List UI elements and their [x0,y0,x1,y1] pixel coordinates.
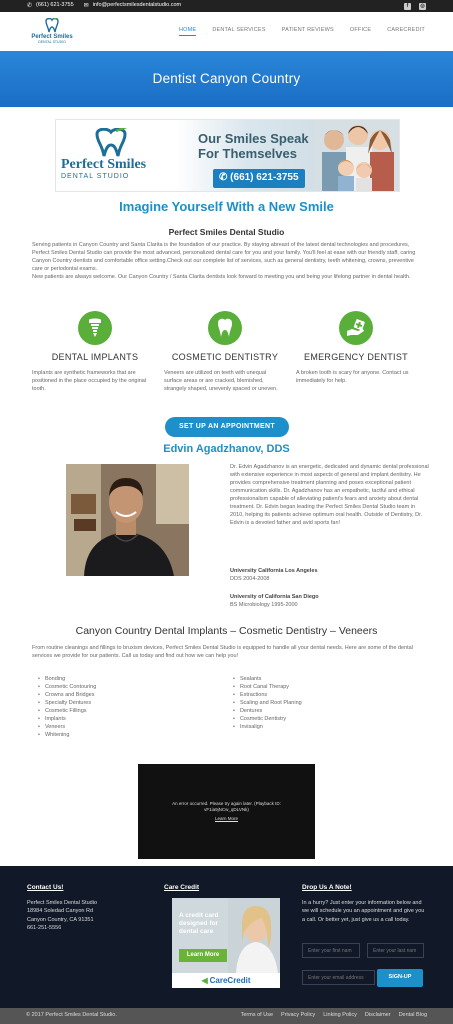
education-school: University California Los Angeles [230,568,318,574]
service-desc-emergency: A broken tooth is scary for anyone. Contact us immediately for help. [296,370,409,384]
service-list-item: • Cosmetic Contouring [38,684,208,692]
copyright-text: © 2017 Perfect Smiles Dental Studio. [26,1012,117,1019]
promo-slogan-line1: Our Smiles Speak [198,131,309,146]
aid-hand-icon [339,311,373,345]
education-school: University of California San Diego [230,594,319,600]
email-input[interactable] [302,970,375,985]
footer-phone[interactable]: 661-251-5556 [27,924,62,931]
social-links [404,3,426,10]
service-list-item: • Invisalign [233,724,403,732]
video-error-text: An error occurred. Please try again later. (Playback ID: [172,800,281,806]
intro-subheading: Perfect Smiles Dental Studio [168,227,285,237]
nav-patient-reviews[interactable]: PATIENT REVIEWS [281,26,334,33]
instagram-icon[interactable]: ◎ [420,2,425,9]
nav-dental-services[interactable]: DENTAL SERVICES [212,26,266,33]
logo-text: Perfect Smiles [31,34,73,41]
bottom-bar [0,1008,453,1024]
phone-icon: ✆ [27,2,33,9]
page-banner [0,51,453,107]
nav-carecredit[interactable]: CARECREDIT [387,26,425,33]
service-list-item: • Cosmetic Dentistry [233,716,403,724]
nav-office[interactable]: OFFICE [349,26,372,33]
linking-policy-link[interactable]: Linking Policy [323,1012,357,1019]
carecredit-learn-more-button[interactable]: Learn More [179,949,227,962]
education-detail: BS Microbiology 1995-2000 [230,601,298,608]
promo-banner [55,119,400,192]
facebook-icon[interactable]: f [404,3,411,10]
service-list-item: • Scaling and Root Planing [233,700,403,708]
service-list-item: • Implants [38,716,208,724]
carecredit-logo-text: CareCredit [209,975,251,985]
terms-link[interactable]: Terms of Use [240,1012,274,1019]
promo-logo-subtext: DENTAL STUDIO [61,173,130,180]
service-list-item: • Sealants [233,676,403,684]
envelope-icon: ✉ [83,2,89,9]
site-logo[interactable] [28,18,76,44]
page-title: Dentist Canyon Country [152,71,301,87]
disclaimer-link[interactable]: Disclaimer [364,1012,391,1019]
logo-subtext: DENTAL STUDIO [38,40,66,45]
footer-contact-info [27,899,157,932]
service-desc-cosmetic: Veneers are utilized on teeth with unequal surface areas or are cracked, blemished, strangely shaped, unevenly spaced or uneven. [164,370,278,392]
dental-blog-link[interactable]: Dental Blog [398,1012,427,1019]
doctor-bio: Dr. Edvin Agadzhanov is an energetic, dedicated and dynamic dental professional with extensive experience in most aspects of general and implant dentistry. He provides comprehensive treatment planning and poses exceptional patient communication skills. Dr. Agadzhanov has an empathetic, tactful and ethical professionalism capable of alleviating patient's fears and anxiety about dental treatment. Dr. Edvin began leading the Perfect Smiles Dental Studio team in 2010, helping its patients achieve optimum oral health. Outside of Dentistry, Dr. Edvin is a devoted father and avid sports fan! [230,464,429,526]
service-list-item: • Dentures [233,708,403,716]
service-list-item: • Extractions [233,692,403,700]
signup-button[interactable]: SIGN-UP [377,969,423,987]
tooth-icon [208,311,242,345]
service-list-item: • Specialty Dentures [38,700,208,708]
services-list-heading: Canyon Country Dental Implants – Cosmetic Dentistry – Veneers [75,625,378,637]
footer-contact-heading: Contact Us! [27,884,64,891]
carecredit-line2: designed for [179,919,219,927]
video-learn-more-link[interactable]: Learn More [214,815,238,821]
tooth-logo-icon [42,18,62,34]
service-title: DENTAL IMPLANTS [51,352,139,362]
video-embed[interactable] [138,764,315,859]
email-text: info@perfectsmilesdentalstudio.com [92,2,182,9]
implant-icon [78,311,112,345]
education-detail: DDS 2004-2008 [230,575,270,582]
footer-address-line1: 18984 Soledad Canyon Rd [27,908,94,915]
carecredit-tagline [179,912,219,935]
footer-links [241,1012,427,1020]
top-bar [0,0,453,12]
education-ucla [230,568,430,584]
carecredit-line3: dental care [179,927,214,935]
promo-logo [61,128,171,182]
footer-note-heading: Drop Us A Note! [302,884,352,891]
promo-slogan-line2: For Themselves [198,145,297,161]
footer-business-name: Perfect Smiles Dental Studio [27,900,98,906]
service-desc-implants: Implants are synthetic frameworks that are positioned in the place occupied by the original tooth. [32,370,147,392]
service-implants[interactable] [35,311,155,364]
carecredit-ad[interactable] [172,898,280,988]
appointment-button[interactable]: SET UP AN APPOINTMENT [165,417,289,437]
services-list-intro: From routine cleanings and fillings to bruxism devices, Perfect Smiles Dental Studio is equipped to handle all your dental needs. Here are some of the dental services we provide for our patients. Call us today and find out how we can help you! [32,645,413,659]
footer-care-heading: Care Credit [164,884,200,891]
video-error-id: vF1ia9jNCw_qDLVNk) [204,807,249,813]
service-list-item: • Whitening [38,732,208,740]
email-contact[interactable] [84,2,181,11]
service-title: COSMETIC DENTISTRY [171,352,279,362]
phone-text: (661) 621-3755 [36,2,74,9]
service-emergency[interactable] [296,311,416,364]
first-name-input[interactable] [302,943,360,958]
doctor-photo [66,464,189,576]
carecredit-swoosh-icon: ◀ [201,975,208,985]
promo-tooth-icon [89,128,133,158]
carecredit-logo [172,973,280,988]
footer-address-line2: Canyon Country, CA 91351 [27,916,94,923]
promo-phone-text: (661) 621-3755 [230,172,299,183]
service-list-item: • Crowns and Bridges [38,692,208,700]
intro-heading: Imagine Yourself With a New Smile [119,199,334,214]
footer-note-text: In a hurry? Just enter your information below and we will schedule you an appointment and give you a call. Or better yet, just give us a call today. [302,900,425,923]
service-cosmetic[interactable] [165,311,285,364]
doctor-name: Edvin Agadzhanov, DDS [163,443,290,455]
promo-phone[interactable]: ✆ (661) 621-3755 [213,169,305,188]
promo-slogan [198,132,309,162]
services-list-right [233,676,403,732]
service-title: EMERGENCY DENTIST [304,352,408,362]
intro-paragraph-1: Serving patients in Canyon Country and Santa Clarita is the foundation of our practice. By staying abreast of the latest dental technologies and procedures, Perfect Smiles Dental Studio can provide the most advanced, personalized dental care for you and your family. You'll feel at ease with our friendly staff, caring Canyon Country dentists and comfortable office setting.Check out our complete list of services, such as general dentistry, teeth whitening, crowns, preventive care or periodontal exams. [32,242,416,272]
service-list-item: • Bonding [38,676,208,684]
education-ucsd [230,594,430,610]
service-list-item: • Cosmetic Fillings [38,708,208,716]
intro-text [32,242,424,282]
nav-home[interactable]: HOME [179,27,196,37]
phone-contact[interactable] [27,2,74,11]
promo-logo-text: Perfect Smiles [61,157,147,172]
family-photo [314,120,399,192]
privacy-link[interactable]: Privacy Policy [281,1012,316,1019]
last-name-input[interactable] [367,943,424,958]
intro-paragraph-2: New patients are always welcome. Our Canyon Country / Santa Clarita dentists look forward to meeting you and being your lifelong partner in dental health. [32,273,411,280]
carecredit-line1: A credit card [179,912,219,919]
service-list-item: • Root Canal Therapy [233,684,403,692]
site-header [0,12,453,51]
services-list-left [38,676,208,740]
service-list-item: • Veneers [38,724,208,732]
main-nav [179,27,425,37]
carecredit-woman-photo [228,898,280,973]
